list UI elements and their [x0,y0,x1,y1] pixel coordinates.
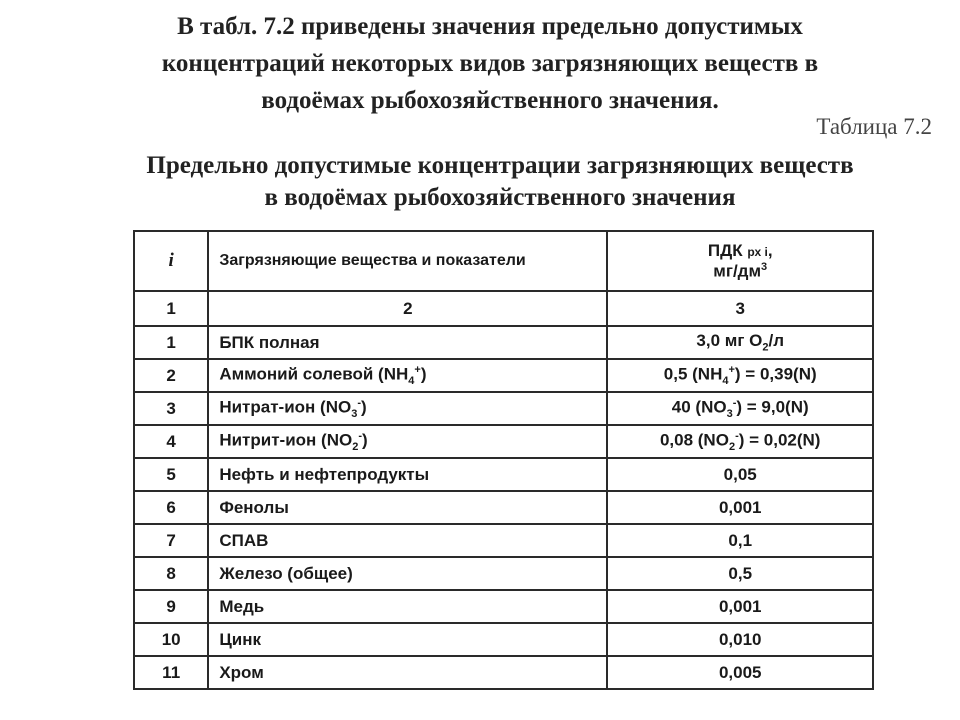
pdk-text: ) = 9,0(N) [736,397,809,417]
pdk-superscript: + [728,363,735,376]
table-body [134,326,873,689]
row-index: 1 [134,326,208,359]
header-substance: Загрязняющие вещества и показатели [208,231,607,291]
row-pdk-value: 0,001 [607,491,873,524]
header-pdk-unit: мг/дм [713,261,762,281]
table-row [134,326,873,359]
row-index: 8 [134,557,208,590]
substance-text: Аммоний солевой (NH [219,364,409,384]
row-pdk-value [607,359,873,392]
intro-paragraph [70,8,910,119]
header-index: i [134,231,208,291]
substance-text: Нитрит-ион (NO [219,430,353,450]
row-substance [208,392,607,425]
substance-text: Нитрат-ион (NO [219,397,352,417]
substance-text: ) [361,397,367,417]
row-pdk-value: 0,1 [607,524,873,557]
row-index: 11 [134,656,208,689]
table-number: Таблица 7.2 [816,114,932,139]
substance-text: ) [362,430,368,450]
table-title-line: в водоёмах рыбохозяйственного значения [264,184,736,211]
column-number-row [134,291,873,326]
table-row [134,392,873,425]
row-substance: БПК полная [208,326,607,359]
substance-text: ) [420,364,427,384]
table-row [134,590,873,623]
header-pdk-label: ПДК [707,240,743,260]
substance-superscript: - [357,396,361,409]
row-index: 10 [134,623,208,656]
row-index: 2 [134,359,208,392]
intro-line: концентраций некоторых видов загрязняющих веществ в [161,50,819,77]
row-pdk-value [607,326,873,359]
row-pdk-value: 0,05 [607,458,873,491]
pdk-superscript: - [732,396,737,409]
pdk-subscript: 2 [728,441,736,454]
table-row [134,557,873,590]
table-row [134,491,873,524]
row-substance [208,359,607,392]
row-substance: Железо (общее) [208,557,607,590]
pdk-text: 40 (NO [671,397,727,417]
table-title [50,150,950,214]
row-pdk-value: 0,005 [607,656,873,689]
substance-superscript: - [358,429,362,442]
row-index: 9 [134,590,208,623]
substance-subscript: 3 [351,408,358,421]
row-index: 5 [134,458,208,491]
column-number: 2 [208,291,607,326]
substance-subscript: 2 [352,441,359,454]
row-substance: СПАВ [208,524,607,557]
table-row [134,524,873,557]
row-substance: Фенолы [208,491,607,524]
pdk-text: 0,5 (NH [663,364,723,384]
pdk-text: 3,0 мг О [696,331,763,351]
row-pdk-value: 0,5 [607,557,873,590]
row-pdk-value [607,425,873,458]
pdk-subscript: 3 [726,408,733,421]
pdk-subscript: 4 [722,375,729,388]
row-index: 7 [134,524,208,557]
row-pdk-value [607,392,873,425]
table-header-row [134,231,873,291]
header-pdk-subscript: рх i [747,244,768,259]
substance-superscript: + [414,363,421,376]
row-substance: Хром [208,656,607,689]
header-pdk-comma: , [767,240,773,260]
pdk-text: ) = 0,39(N) [734,364,817,384]
substance-subscript: 4 [408,375,415,388]
pdk-text: ) = 0,02(N) [738,430,821,450]
header-pdk [607,231,873,291]
intro-line: водоёмах рыбохозяйственного значения. [261,87,719,114]
row-index: 6 [134,491,208,524]
row-pdk-value: 0,001 [607,590,873,623]
table-row [134,425,873,458]
pdk-superscript: - [735,429,739,442]
pdk-text: /л [768,331,785,351]
column-number: 1 [134,291,208,326]
table-row [134,359,873,392]
column-number: 3 [607,291,873,326]
header-pdk-unit-exp: 3 [761,260,768,273]
row-index: 4 [134,425,208,458]
intro-line: В табл. 7.2 приведены значения предельно допустимых [177,13,803,40]
row-substance: Нефть и нефтепродукты [208,458,607,491]
table-row [134,623,873,656]
pdk-text: 0,08 (NO [659,430,729,450]
row-substance: Медь [208,590,607,623]
row-substance [208,425,607,458]
row-pdk-value: 0,010 [607,623,873,656]
row-substance: Цинк [208,623,607,656]
table-row [134,656,873,689]
pdk-table [133,230,874,690]
table-row [134,458,873,491]
row-index: 3 [134,392,208,425]
table-title-line: Предельно допустимые концентрации загрязняющих веществ [146,152,854,179]
pdk-subscript: 2 [762,341,769,354]
